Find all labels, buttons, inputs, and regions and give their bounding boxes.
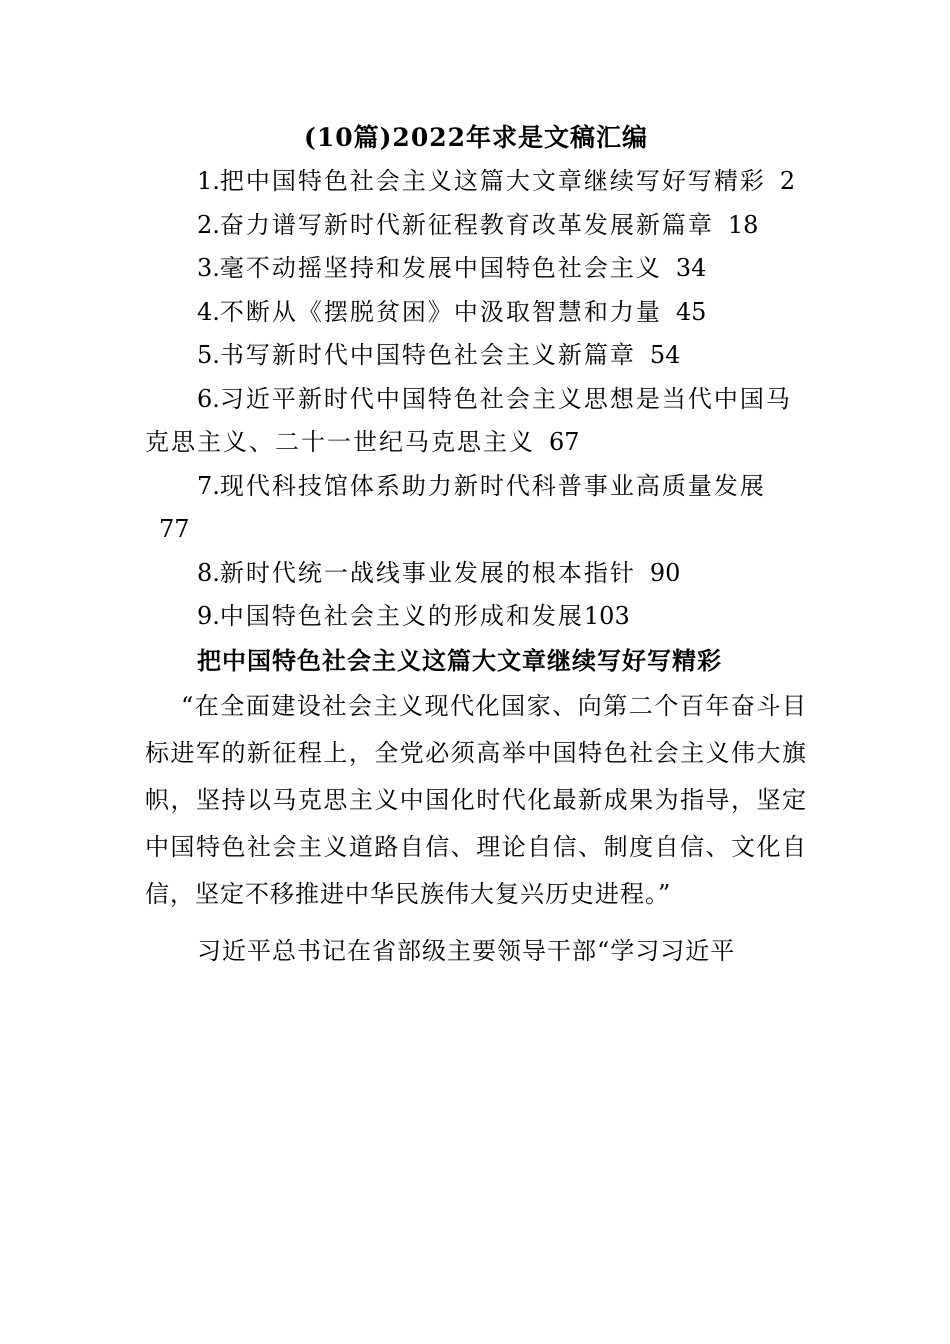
- toc-item: [145, 552, 807, 596]
- body-paragraph: 习近平总书记在省部级主要领导干部“学习习近平: [197, 936, 736, 965]
- toc-item-title: 习近平新时代中国特色社会主义思想是当代中国马克思主义、二十一世纪马克思主义: [145, 384, 792, 456]
- document-title: (10篇)2022年求是文稿汇编: [303, 123, 649, 152]
- toc-item-number: 1.: [197, 167, 220, 195]
- toc-item-title: 毫不动摇坚持和发展中国特色社会主义: [219, 254, 662, 282]
- toc-item-number: 3.: [197, 254, 220, 282]
- section-heading: 把中国特色社会主义这篇大文章继续写好写精彩: [197, 645, 722, 675]
- toc-item: [145, 465, 807, 552]
- body-paragraph: “在全面建设社会主义现代化国家、向第二个百年奋斗目标进军的新征程上，全党必须高举中国特色社会主义伟大旗帜，坚持以马克思主义中国化时代化最新成果为指导，坚定中国特色社会主义道路自信、理论自信、制度自信、文化自信，坚定不移推进中华民族伟大复兴历史进程。”: [145, 691, 807, 908]
- toc-item: [145, 247, 807, 291]
- toc-item-title: 书写新时代中国特色社会主义新篇章: [219, 341, 636, 369]
- toc-item-number: 8.: [197, 558, 220, 587]
- toc-item: [145, 204, 807, 248]
- toc-item-number: 9.: [197, 602, 220, 630]
- document-page: [145, 116, 807, 975]
- toc-item-title: 中国特色社会主义的形成和发展: [219, 602, 584, 630]
- toc-item-page: 90: [649, 558, 681, 587]
- toc-item: [145, 595, 807, 639]
- toc-item-page: 67: [549, 428, 580, 456]
- toc-item: [145, 291, 807, 335]
- toc-item: [145, 160, 807, 204]
- toc-item-page: 2: [779, 167, 796, 195]
- toc-item-title: 奋力谱写新时代新征程教育改革发展新篇章: [219, 210, 714, 239]
- toc-item-page: 77: [159, 515, 190, 543]
- toc-item-title: 现代科技馆体系助力新时代科普事业高质量发展: [219, 471, 766, 500]
- toc-item: [145, 334, 807, 378]
- toc-item-page: 54: [649, 341, 681, 369]
- toc-item-title: 新时代统一战线事业发展的根本指针: [219, 558, 636, 587]
- toc-item-page: 18: [727, 210, 759, 239]
- toc-item-number: 4.: [197, 297, 220, 326]
- toc-item-title: 不断从《摆脱贫困》中汲取智慧和力量: [219, 297, 662, 326]
- toc-item-number: 6.: [197, 384, 220, 413]
- table-of-contents: [145, 160, 807, 639]
- toc-item-page: 34: [675, 254, 707, 282]
- toc-item-title: 把中国特色社会主义这篇大文章继续写好写精彩: [219, 167, 766, 195]
- toc-item-page: 45: [675, 297, 707, 326]
- toc-item-number: 7.: [197, 471, 220, 500]
- toc-item-number: 2.: [197, 210, 220, 239]
- toc-item-number: 5.: [197, 341, 220, 369]
- toc-item-page: 103: [583, 602, 630, 630]
- toc-item: [145, 378, 807, 465]
